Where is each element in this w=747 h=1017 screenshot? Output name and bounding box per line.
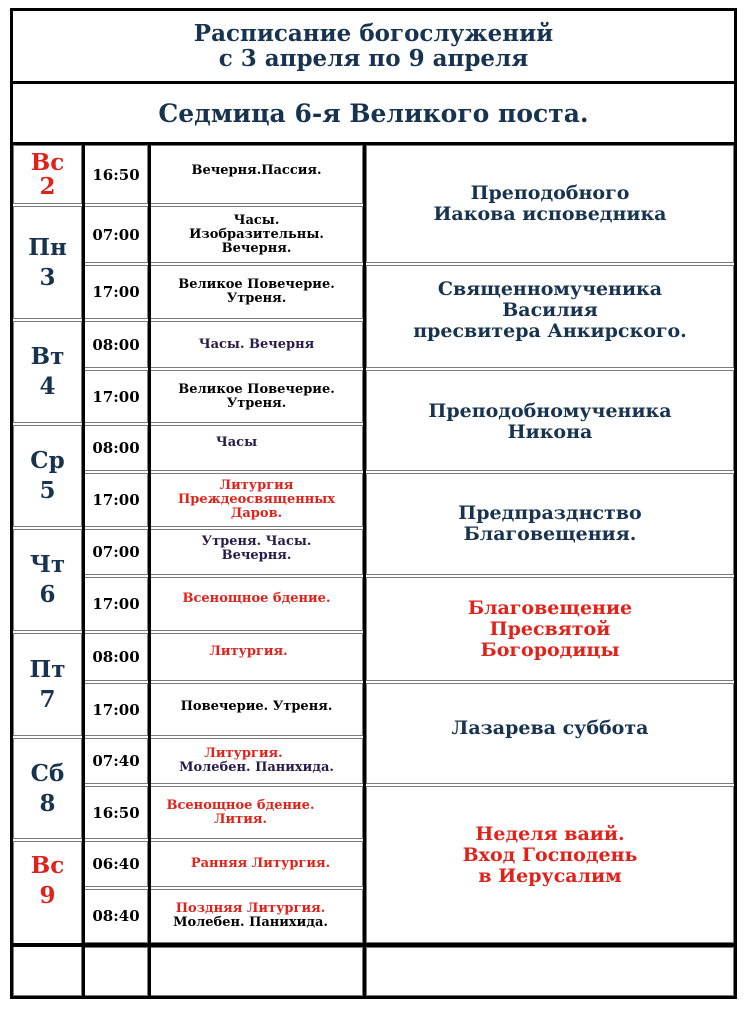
- day-label: [13, 633, 82, 736]
- service-time: 17:00: [92, 700, 140, 719]
- day-abbr: Пн: [28, 233, 67, 261]
- feast-title: Священномученика Василия пресвитера Анкирского.: [413, 277, 687, 342]
- service-name: Ранняя Литургия.: [190, 856, 331, 871]
- service-time: 08:00: [92, 648, 140, 666]
- service-name-part: Поздняя Литургия.: [175, 901, 326, 916]
- feast-title: Преподобномученика Никона: [428, 400, 672, 443]
- service-name: Вечерня.Пассия.: [191, 163, 322, 178]
- service-name: Всенощное бдение.: [182, 591, 331, 606]
- day-abbr: Вс: [30, 852, 65, 879]
- day-number: 5: [39, 477, 56, 504]
- day-label: [13, 145, 82, 204]
- feast-title: Неделя ваий. Вход Господень в Иерусалим: [462, 822, 638, 887]
- day-label: [13, 425, 82, 527]
- day-label: [13, 841, 82, 921]
- service-name: Всенощное бдение. Лития.: [166, 797, 315, 827]
- day-abbr: Сб: [30, 759, 65, 787]
- service-time: 08:40: [92, 907, 140, 925]
- service-name-part: Молебен. Панихида.: [179, 760, 334, 775]
- service-time: 17:00: [92, 595, 140, 613]
- service-time: 17:00: [92, 387, 140, 406]
- column-divider: [148, 142, 151, 999]
- service-name: Утреня. Часы. Вечерня.: [201, 534, 312, 563]
- day-number: 9: [39, 882, 56, 909]
- feast-title: Предпразднство Благовещения.: [458, 502, 642, 545]
- service-time: 17:00: [92, 283, 140, 301]
- time-cell: [84, 947, 148, 996]
- page-title: [13, 11, 734, 81]
- day-number: 8: [39, 789, 56, 817]
- day-abbr: Вт: [30, 343, 65, 370]
- service-name: Повечерие. Утреня.: [180, 699, 333, 714]
- service-time: 16:50: [92, 165, 140, 184]
- feast-title: Лазарева суббота: [451, 716, 649, 739]
- service-time: 08:00: [92, 335, 140, 354]
- feast-cell: [366, 947, 734, 996]
- day-number: 4: [39, 373, 56, 400]
- day-label: [13, 529, 82, 631]
- service-name: Часы: [215, 435, 258, 450]
- day-label: [13, 738, 82, 839]
- service-name: [144, 889, 357, 943]
- service-time: 07:00: [92, 543, 140, 561]
- service-time: 08:00: [92, 439, 140, 457]
- service-name: Великое Повечерие. Утреня.: [178, 277, 335, 306]
- service-name: [150, 738, 363, 784]
- service-time: 07:40: [92, 752, 140, 770]
- service-time: 07:00: [92, 225, 140, 244]
- service-name: Литургия Преждеосвященных Даров.: [177, 478, 336, 521]
- column-divider: [363, 142, 366, 999]
- day-number: 2: [39, 172, 56, 200]
- day-label: [13, 321, 82, 423]
- day-abbr: Пт: [29, 655, 66, 683]
- service-time: 16:50: [92, 803, 140, 822]
- service-cell: [150, 947, 363, 996]
- service-name-part: Литургия.: [204, 746, 283, 761]
- row-divider: [10, 943, 737, 947]
- service-name: Часы. Изобразительны. Вечерня.: [189, 212, 324, 256]
- service-name: Литургия.: [209, 644, 288, 659]
- service-name: Часы. Вечерня: [198, 336, 315, 352]
- service-time: 17:00: [92, 491, 140, 509]
- day-abbr: Вс: [30, 148, 65, 176]
- feast-title: Благовещение Пресвятой Богородицы: [467, 596, 633, 661]
- day-abbr: Ср: [30, 447, 65, 474]
- day-number: 7: [39, 685, 56, 713]
- feast-title: Преподобного Иакова исповедника: [433, 182, 667, 225]
- day-number: 3: [39, 263, 56, 291]
- title-line-1: Расписание богослужений: [193, 20, 554, 47]
- day-label: [13, 206, 82, 319]
- service-time: 06:40: [92, 855, 140, 873]
- day-number: 6: [39, 581, 56, 608]
- title-line-2: с 3 апреля по 9 апреля: [218, 45, 529, 72]
- week-title: Седмица 6-я Великого поста.: [158, 98, 589, 128]
- day-abbr: Чт: [29, 551, 66, 578]
- service-name-part: Молебен. Панихида.: [173, 915, 328, 930]
- service-name: Великое Повечерие. Утреня.: [178, 381, 335, 411]
- column-divider: [82, 142, 85, 999]
